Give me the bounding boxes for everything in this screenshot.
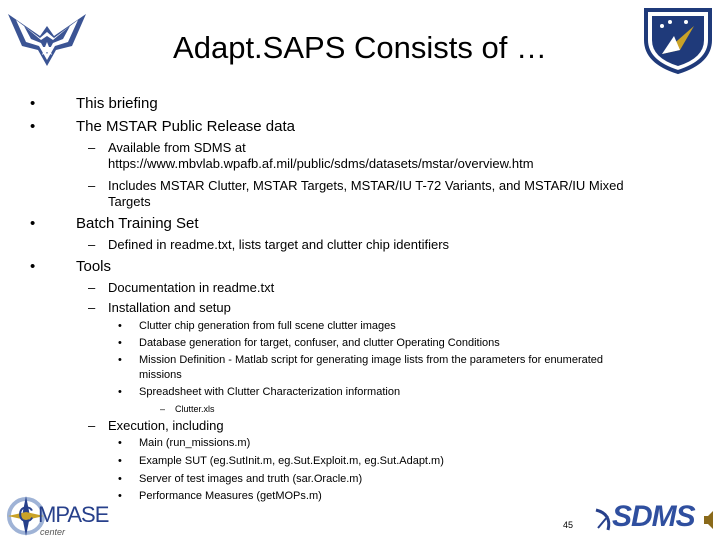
bullet-batch-training: Batch Training Set [76,215,199,232]
item-clutter-xls: Clutter.xls [175,404,215,414]
dash-icon: – [88,140,96,155]
bullet-icon: • [118,386,122,398]
sub-bullet-includes-cont: Targets [108,194,151,209]
sdms-logo [594,500,716,538]
item-mission-definition-cont: missions [139,369,182,381]
dash-icon: – [88,178,96,193]
sdms-url: https://www.mbvlab.wpafb.af.mil/public/sdms/datasets/mstar/overview.htm [108,156,534,171]
sub-bullet-installation: Installation and setup [108,300,231,315]
bullet-icon: • [30,95,36,112]
dash-icon: – [160,404,166,414]
bullet-icon: • [118,473,122,485]
sub-bullet-execution: Execution, including [108,418,224,433]
dash-icon: – [88,280,96,295]
bullet-icon: • [30,215,36,232]
bullet-tools: Tools [76,258,112,275]
bullet-icon: • [118,455,122,467]
bullet-mstar-data: The MSTAR Public Release data [76,118,295,135]
slide-title: Adapt.SAPS Consists of … [173,30,547,65]
item-database: Database generation for target, confuser, and clutter Operating Conditions [139,337,500,349]
dash-icon: – [88,237,96,252]
bullet-this-briefing: This briefing [76,95,158,112]
bullet-icon: • [118,320,122,332]
bullet-icon: • [30,118,36,135]
bullet-icon: • [118,437,122,449]
bullet-icon: • [118,354,122,366]
sub-bullet-defined: Defined in readme.txt, lists target and clutter chip identifiers [108,237,450,252]
item-main: Main (run_missions.m) [139,437,251,449]
bullet-icon: • [118,490,122,502]
sub-bullet-documentation: Documentation in readme.txt [108,280,275,295]
sub-bullet-available: Available from SDMS at [108,140,246,155]
bullet-icon: • [118,337,122,349]
item-server: Server of test images and truth (sar.Oracle.m) [139,473,363,485]
compase-logo [4,494,124,538]
dash-icon: – [88,418,96,433]
item-mission-definition: Mission Definition - Matlab script for generating image lists from the parameters for enumerated [139,354,604,366]
speaker-icon [702,508,716,532]
item-example-sut: Example SUT (eg.SutInit.m, eg.Sut.Exploit.m, eg.Sut.Adapt.m) [139,455,444,467]
compase-wordmark: C MPASE [18,502,109,527]
item-clutter-chip: Clutter chip generation from full scene clutter images [139,320,396,332]
bullet-icon: • [30,258,36,275]
dash-icon: – [88,300,96,315]
item-spreadsheet: Spreadsheet with Clutter Characterization information [139,386,401,398]
item-performance: Performance Measures (getMOPs.m) [139,490,322,502]
page-number: 45 [563,520,574,530]
compase-center-text: center [40,527,66,537]
sub-bullet-includes: Includes MSTAR Clutter, MSTAR Targets, MSTAR/IU T-72 Variants, and MSTAR/IU Mixed [108,178,624,193]
sdms-wordmark: SDMS [612,500,695,533]
